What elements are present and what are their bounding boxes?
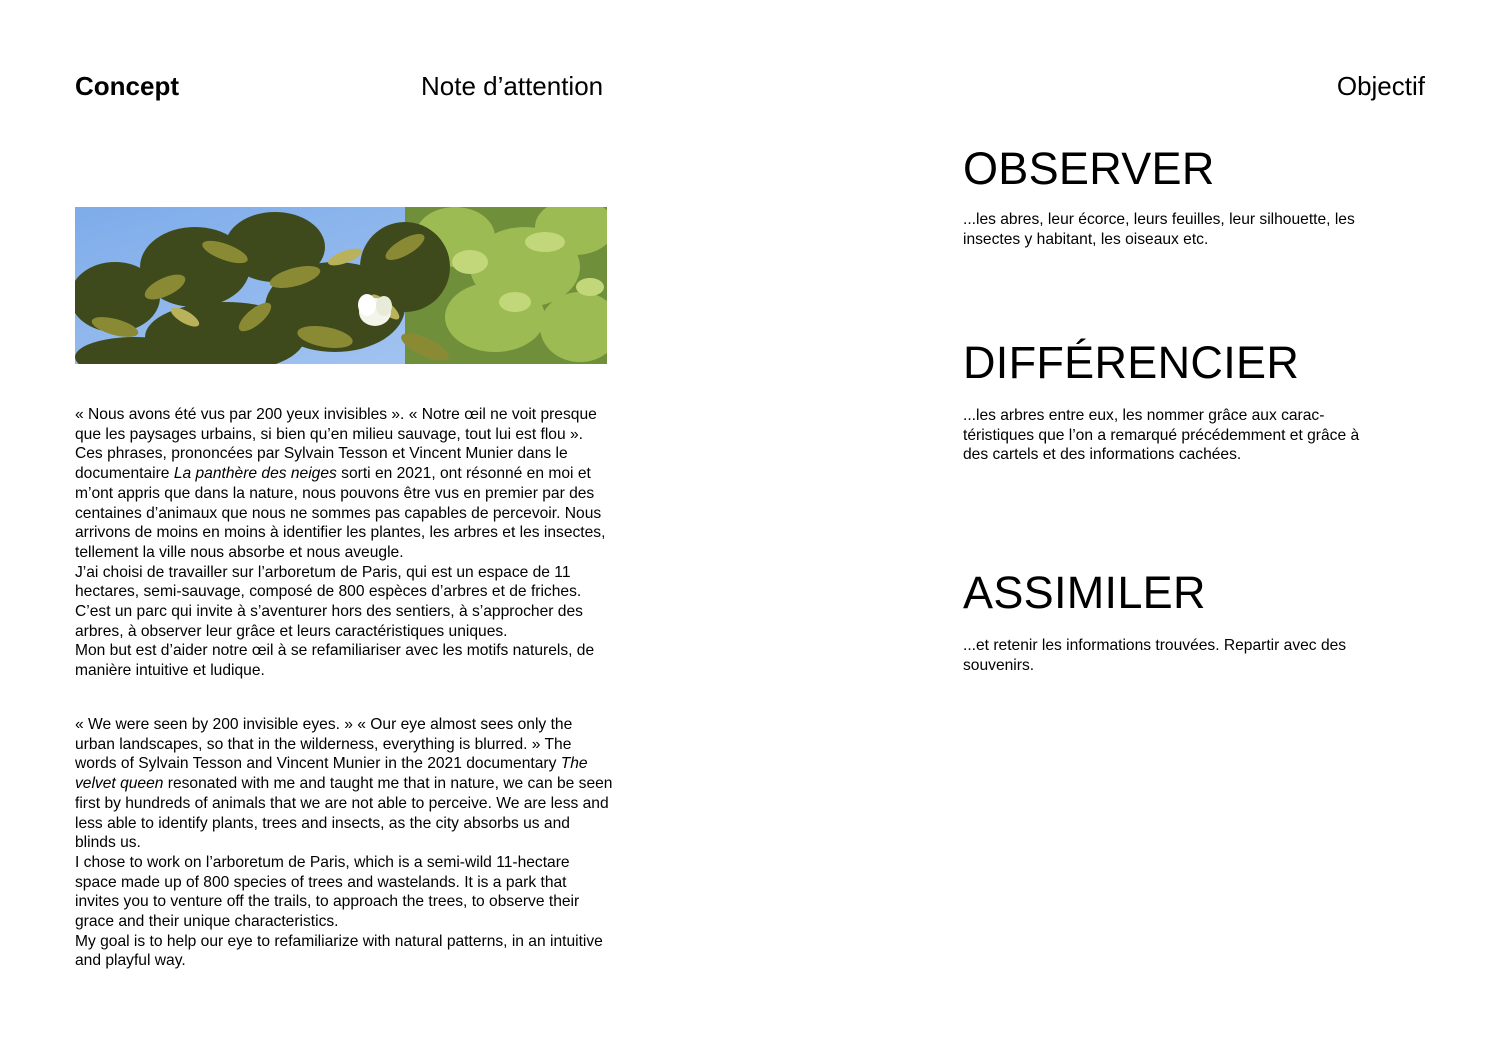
objective-title-differencier: DIFFÉRENCIER	[963, 337, 1300, 388]
film-title-english: The velvet queen	[75, 755, 588, 793]
section-title-concept: Concept	[75, 71, 179, 101]
english-paragraph-3: My goal is to help our eye to refamiliarize with natural patterns, in an intuitive and playful way.	[75, 932, 603, 970]
concept-text-english	[75, 715, 615, 971]
objective-title-observer: OBSERVER	[963, 143, 1215, 194]
french-paragraph-3: Mon but est d’aider notre œil à se refamiliariser avec les motifs naturels, de manière intuitive et ludique.	[75, 642, 595, 680]
english-paragraph-1: « We were seen by 200 invisible eyes. » « Our eye almost sees only the urban landscapes, so that in the wilderness, everything is blurred. » The words of Sylvain Tesson and Vincent Munier in the 2021 documentary The velvet queen resonated with me and taught me that in nature, we can be seen first by hundreds of animals that we are not able to perceive. We are less and less able to identify plants, trees and insects, as the city absorbs us and blinds us.	[75, 716, 613, 852]
tree-foliage-photo	[75, 207, 607, 364]
french-paragraph-1: « Nous avons été vus par 200 yeux invisibles ». « Notre œil ne voit presque que les paysages urbains, si bien qu’en milieu sauvage, tout lui est flou ». Ces phrases, prononcées par Sylvain Tesson et Vincent Munier dans le documentaire La panthère des neiges sorti en 2021, ont résonné en moi et m’ont appris que dans la nature, nous pouvons être vus en premier par des centaines d’animaux que nous ne sommes pas capables de percevoir. Nous arrivons de moins en moins à identifier les plantes, les arbres et les insectes, tellement la ville nous absorbe et nous aveugle.	[75, 406, 606, 561]
objective-desc-observer: ...les abres, leur écorce, leurs feuilles, leur silhouette, les insectes y habitant, les oiseaux etc.	[963, 211, 1355, 248]
french-paragraph-2: J’ai choisi de travailler sur l’arboretum de Paris, qui est un espace de 11 hectares, semi-sauvage, composé de 800 espèces d’arbres et de friches. C’est un parc qui invite à s’aventurer hors des sentiers, à s’approcher des arbres, à observer leur grâce et leurs caractéristiques uniques.	[75, 563, 583, 640]
section-title-note: Note d’attention	[421, 71, 604, 101]
objective-title-assimiler: ASSIMILER	[963, 567, 1206, 618]
film-title-french: La panthère des neiges	[173, 465, 337, 483]
section-title-objectif: Objectif	[1336, 71, 1425, 101]
concept-text-french	[75, 405, 615, 681]
english-paragraph-2: I chose to work on l’arboretum de Paris, which is a semi-wild 11-hectare space made up of 800 species of trees and wastelands. It is a park that invites you to venture off the trails, to approach the trees, to observe their grace and their unique characteristics.	[75, 853, 580, 931]
objective-desc-assimiler: ...et retenir les informations trouvées. Repartir avec des souvenirs.	[963, 637, 1347, 674]
objective-desc-differencier: ...les arbres entre eux, les nommer grâce aux carac-téristiques que l’on a remarqué précédemment et grâce à des cartels et des informations cachées.	[963, 407, 1360, 464]
